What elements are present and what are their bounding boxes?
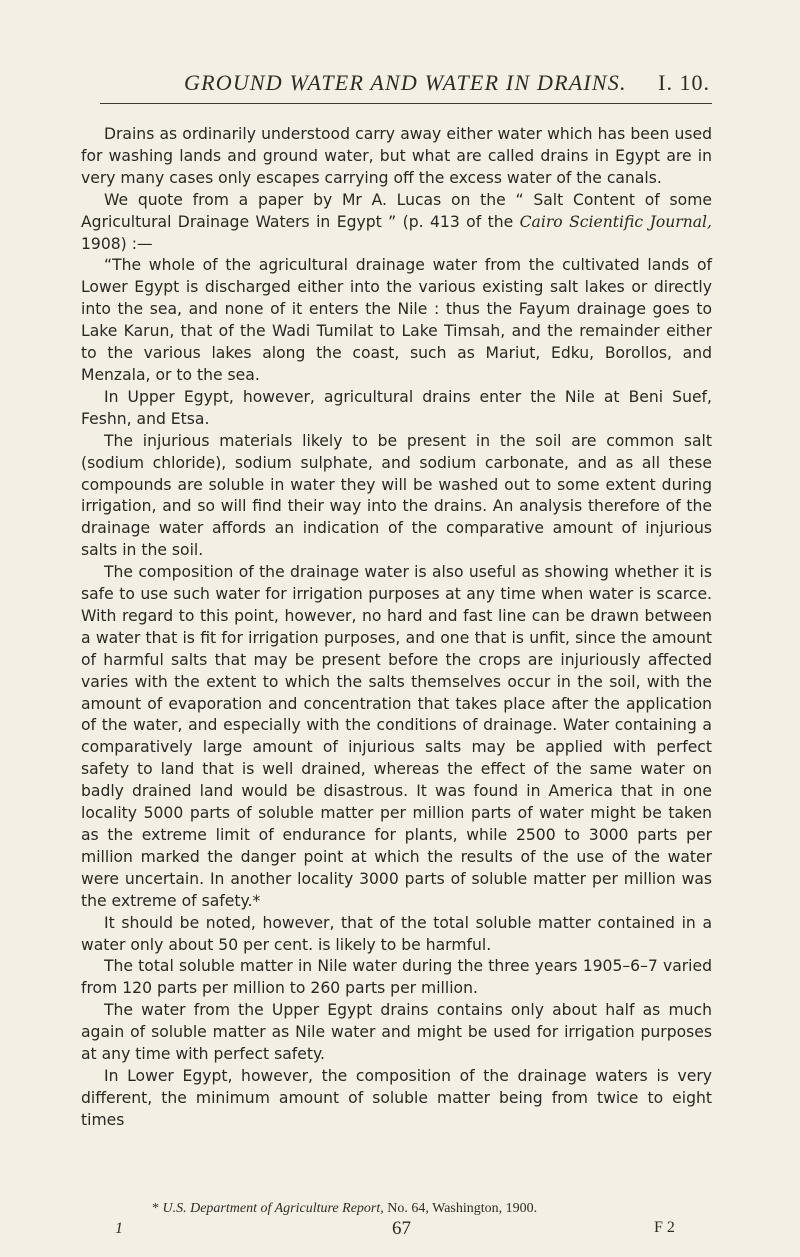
footnote-source: U.S. Department of Agriculture Report, [162,1201,384,1216]
journal-title: Cairo Scientific Journal, [519,212,712,231]
paragraph-7: It should be noted, however, that of the total soluble matter contained in a water only about 50 per cent. is likely to be harmful. [81,913,712,954]
signature-right: F 2 [654,1219,675,1236]
paragraph-2-year: 1908) :— [81,234,153,253]
footnote [152,1201,537,1217]
paragraph-1: Drains as ordinarily understood carry away either water which has been used for washing lands and ground water, but what are called drains in Egypt are in very many cases only escapes carrying off the excess water of the canals. [81,125,712,187]
paragraph-8: The total soluble matter in Nile water during the three years 1905–6–7 varied from 120 parts per million to 260 parts per million. [81,957,712,998]
paragraph-4: In Upper Egypt, however, agricultural drains enter the Nile at Beni Suef, Feshn, and Etsa. [81,387,712,428]
paragraph-2-text: We quote from a paper by Mr A. Lucas on the “ Salt Content of some Agricultural Drainage Waters in Egypt ” (p. 413 of the [81,190,712,231]
paragraph-3: “The whole of the agricultural drainage water from the cultivated lands of Lower Egypt is discharged either into the various existing salt lakes or directly into the sea, and none of it enters the Nile : thus the Fayum drainage goes to Lake Karun, that of the Wadi Tumilat to Lake Timsah, and the remainder either to the various lakes along the coast, such as Mariut, Edku, Borollos, and Menzala, or to the sea. [81,256,712,384]
header-rule [100,103,712,104]
paragraph-9: The water from the Upper Egypt drains contains only about half as much again of soluble matter as Nile water and might be used for irrigation purposes at any time with perfect safety. [81,1001,712,1064]
paragraph-2 [81,190,712,256]
paragraph-10: In Lower Egypt, however, the composition of the drainage waters is very different, the minimum amount of soluble matter being from twice to eight times [81,1066,712,1129]
page-number: 67 [392,1218,411,1239]
footnote-marker: * [152,1201,163,1216]
body-text [81,124,712,1132]
running-title: GROUND WATER AND WATER IN DRAINS. [184,70,627,95]
footnote-details: No. 64, Washington, 1900. [383,1201,538,1216]
paragraph-6: The composition of the drainage water is also useful as showing whether it is safe to use such water for irrigation purposes at any time when water is scarce. With regard to this point, however, no hard and fast line can be drawn between a water that is fit for irrigation purposes, and one that is unfit, since the amount of harmful salts that may be present before the crops are injuriously affected varies with the extent to which the salts themselves occur in the soil, with the amount of evaporation and concentration that takes place after the application of the water, and especially with the conditions of drainage. Water containing a comparatively large amount of injurious salts may be applied with perfect safety to land that is well drained, whereas the effect of the same water on badly drained land would be disastrous. It was found in America that in one locality 5000 parts of soluble matter per million parts of water might be taken as the extreme limit of endurance for plants, while 2500 to 3000 parts per million marked the danger point at which the results of the use of the water were uncertain. In another locality 3000 parts of soluble matter per million was the extreme of safety.* [81,563,712,910]
section-number: I. 10. [658,70,710,95]
paragraph-5: The injurious materials likely to be present in the soil are common salt (sodium chloride), sodium sulphate, and sodium carbonate, and as all these compounds are soluble in water they will be washed out to some extent during irrigation, and so will find their way into the drains. An analysis therefore of the drainage water affords an indication of the comparative amount of injurious salts in the soil. [81,431,712,560]
signature-left: 1 [115,1220,123,1237]
